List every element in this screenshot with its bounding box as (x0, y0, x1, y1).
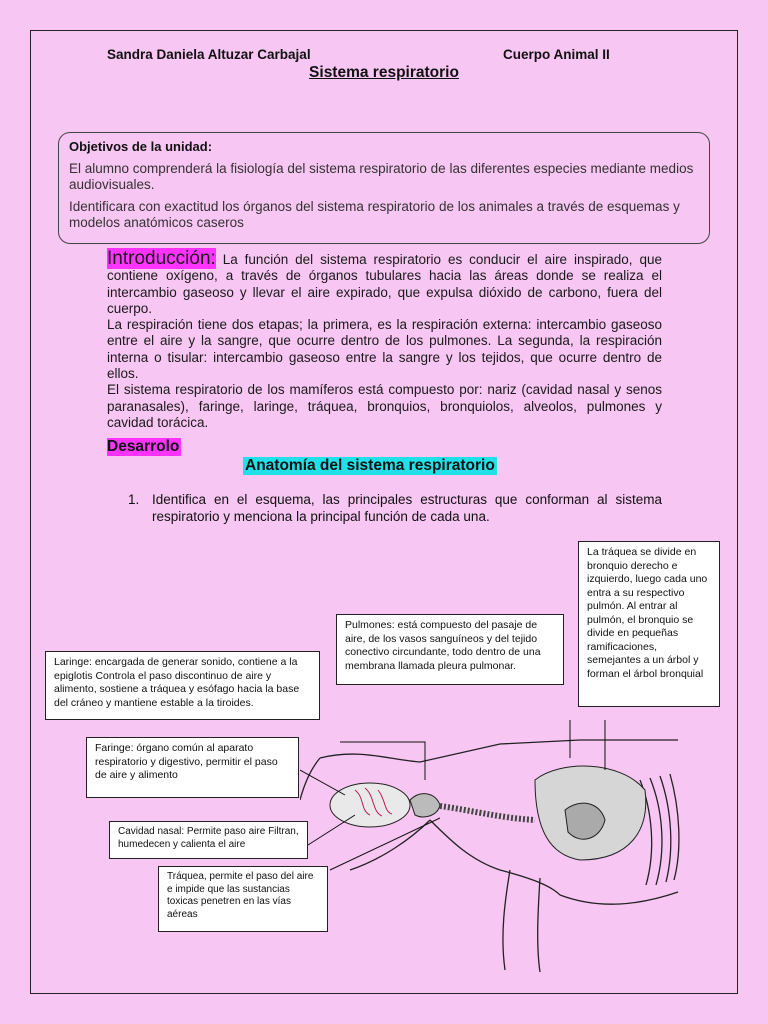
callout-traquea-division: La tráquea se divide en bronquio derecho e izquierdo, luego cada uno entra a su respectivo pulmón. Al entrar al pulmón, el bronquio se divide en pequeñas ramificaciones, semejantes a un árbol y forman el árbol bronquial (578, 541, 720, 707)
cow-front-leg (503, 870, 540, 972)
author-name: Sandra Daniela Altuzar Carbajal (107, 47, 311, 62)
question-text: Identifica en el esquema, las principales estructuras que conforman al sistema respiratorio y menciona la principal función de cada una. (152, 492, 662, 524)
objective-2: Identificara con exactitud los órganos del sistema respiratorio de los animales a través de esquemas y modelos anatómicos caseros (69, 199, 680, 230)
pointer-cavidad (308, 815, 355, 845)
intro-label: Introducción: (107, 248, 216, 269)
question-1 (128, 492, 662, 525)
course-name: Cuerpo Animal II (503, 47, 610, 62)
cow-back-outline (320, 740, 678, 762)
cow-neck-outline (430, 820, 560, 895)
cow-respiratory-diagram (300, 720, 690, 990)
anatomy-title: Anatomía del sistema respiratorio (245, 457, 495, 474)
intro-paragraph-3: El sistema respiratorio de los mamíferos está compuesto por: nariz (cavidad nasal y senos paranasales), faringe, laringe, tráquea, bronquios, bronquiolos, alveolos, pulmones y cavidad torácica. (107, 382, 662, 430)
intro-paragraph-1 (107, 250, 662, 317)
callout-pulmones: Pulmones: está compuesto del pasaje de aire, de los vasos sanguíneos y del tejido conectivo circundante, todo dentro de una membrana llamada pleura pulmonar. (336, 614, 564, 685)
trachea (440, 806, 535, 820)
objective-1: El alumno comprenderá la fisiología del sistema respiratorio de las diferentes especies mediante medios audiovisuales. (69, 161, 694, 192)
intro-paragraph-2: La respiración tiene dos etapas; la primera, es la respiración externa: intercambio gaseoso entre el aire y la sangre, que ocurre dentro de los pulmones. La segunda, la respiración interna o tisular: intercambio gaseoso entre la sangre y los tejidos, que ocurre dentro de ellos. (107, 317, 662, 382)
callout-faringe: Faringe: órgano común al aparato respiratorio y digestivo, permitir el paso de aire y alimento (86, 737, 299, 798)
callout-traquea: Tráquea, permite el paso del aire e impide que las sustancias toxicas penetren en las vías aéreas (158, 866, 328, 932)
cow-belly-outline (560, 892, 678, 904)
intro-text-1: La función del sistema respiratorio es conducir el aire inspirado, que contiene oxígeno, a través de órganos tubulares hacia las áreas donde se realiza el intercambio gaseoso y llevar el aire expirado, que expulsa dióxido de carbono, fuera del cuerpo. (107, 252, 662, 316)
page-title (0, 64, 768, 82)
cow-muzzle-outline (350, 820, 430, 870)
callout-laringe: Laringe: encargada de generar sonido, contiene a la epiglotis Controla el paso discontinuo de aire y alimento, sostiene a tráquea y esófago hacia la base del cráneo y mantiene estable a la tiroides. (45, 651, 320, 720)
introduction (107, 250, 662, 431)
cow-ribs (640, 774, 679, 885)
larynx-shape (410, 794, 440, 817)
nasal-cavity (330, 783, 410, 827)
objectives-heading: Objetivos de la unidad: (69, 139, 213, 154)
desarrollo-heading: Desarrolo (107, 438, 180, 455)
callout-cavidad-nasal: Cavidad nasal: Permite paso aire Filtran, humedecen y calienta el aire (109, 821, 308, 859)
page-title-text: Sistema respiratorio (309, 64, 459, 81)
question-number: 1. (128, 492, 140, 507)
pointer-faringe (300, 770, 345, 795)
objectives-box (58, 132, 710, 244)
